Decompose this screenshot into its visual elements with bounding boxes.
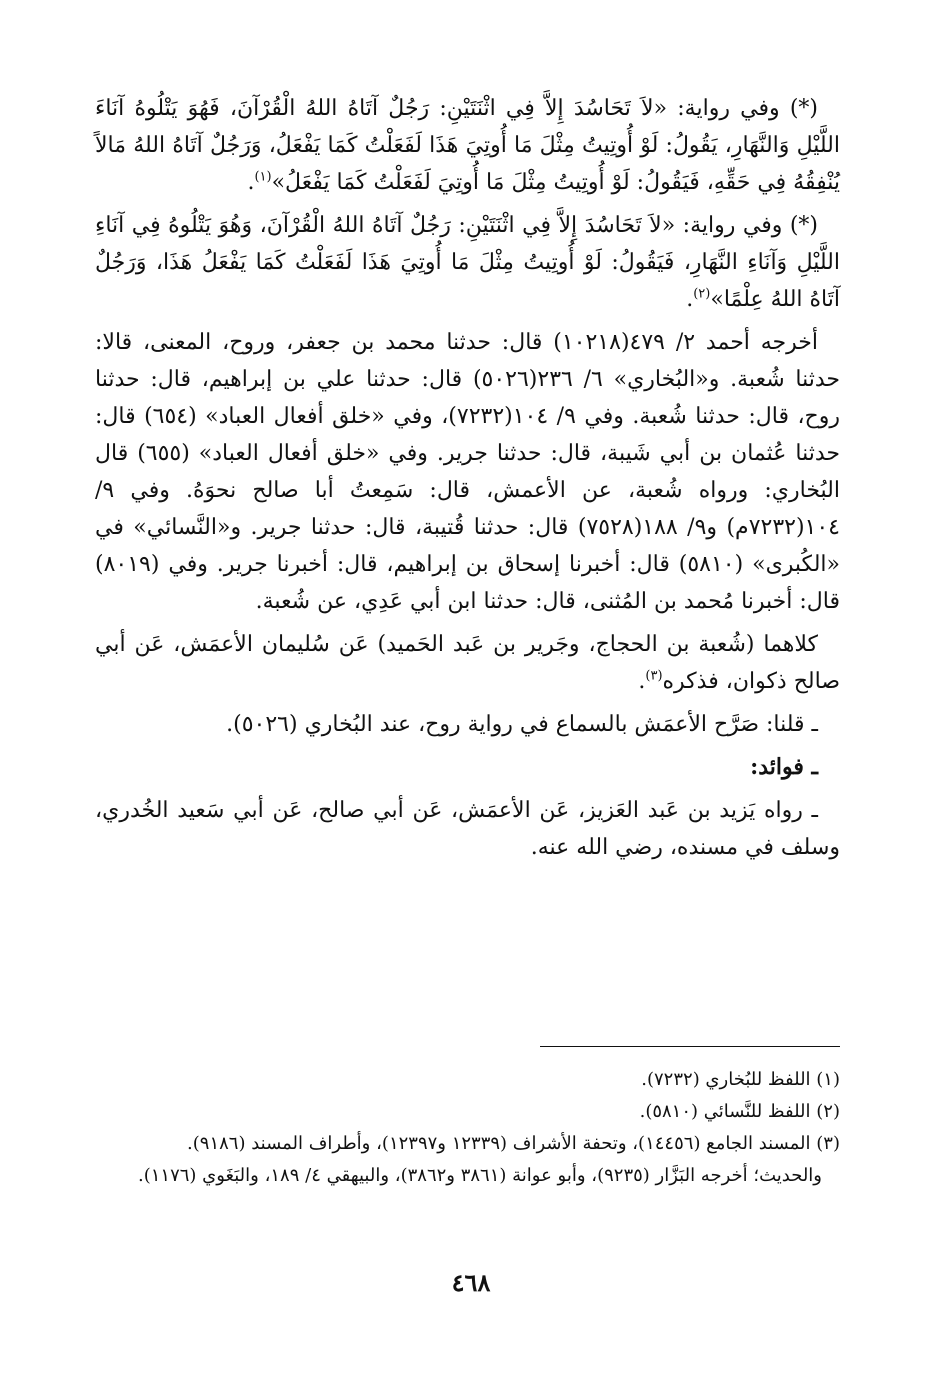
footnote-ref-1[interactable]: (١): [254, 169, 272, 185]
page-number: ٤٦٨: [451, 1268, 491, 1297]
benefits-paragraph: ـ رواه يَزيد بن عَبد العَزيز، عَن الأعمَش، عَن أبي صالح، عَن أبي سَعيد الخُدري، وسلف في مسنده، رضي الله عنه.: [95, 798, 840, 860]
page-body: [95, 90, 840, 872]
footnote-3-continued: والحديث؛ أخرجه البَزَّار (٩٢٣٥)، وأبو عوانة (٣٨٦١ و٣٨٦٢)، والبيهقي ٤/ ١٨٩، والبَغَوي (١١٧٦).: [138, 1165, 822, 1186]
benefits-heading: ـ فوائد:: [750, 754, 818, 780]
footnote-ref-3[interactable]: (٣): [645, 668, 663, 684]
hadith-narration-2: (*) وفي رواية: «لاَ تَحَاسُدَ إِلاَّ فِي اثْنَتَيْنِ: رَجُلٌ آتَاهُ اللهُ الْقُرْآنَ، وَهُوَ يَتْلُوهُ فِي آنَاءِ اللَّيْلِ وَآنَاءِ النَّهَارِ، فَيَقُولُ: لَوْ أُوتِيتُ مِثْلَ مَا أُوتِيَ هَذَا لَفَعَلْتُ كَمَا يَفْعَلُ هَذَا، وَرَجُلٌ آتَاهُ اللهُ عِلْمًا»$^{(٢)}$.: [95, 213, 840, 312]
footnote-ref-2[interactable]: (٢): [693, 286, 711, 302]
main-text: [95, 90, 840, 866]
footnote-divider: [540, 1046, 840, 1047]
isnad-summary-text: كلاهما (شُعبة بن الحجاج، وجَرير بن عَبد الحَميد) عَن سُليمان الأعمَش، عَن أبي صالح ذكوان، فذكره: [95, 632, 840, 694]
footnote-1: (١) اللفظ للبُخاري (٧٢٣٢).: [641, 1069, 840, 1090]
hadith-narration-1-text: (*) وفي رواية: «لاَ تَحَاسُدَ إِلاَّ فِي اثْنَتَيْنِ: رَجُلٌ آتَاهُ اللهُ الْقُرْآنَ، فَهُوَ يَتْلُوهُ آنَاءَ اللَّيْلِ وَالنَّهَارِ، يَقُولُ: لَوْ أُوتِيتُ مِثْلَ مَا أُوتِيَ هَذَا لَفَعَلْتُ كَمَا يَفْعَلُ، وَرَجُلٌ آتَاهُ اللهُ مَالاً يُنْفِقُهُ فِي حَقِّهِ، فَيَقُولُ: لَوْ أُوتِيتُ مِثْلَ مَا أُوتِيَ لَفَعَلْتُ كَمَا يَفْعَلُ»: [95, 96, 840, 195]
isnad-summary: كلاهما (شُعبة بن الحجاج، وجَرير بن عَبد الحَميد) عَن سُليمان الأعمَش، عَن أبي صالح ذكوان، فذكره$^{(٣)}$.: [95, 632, 840, 694]
footnotes-section: [105, 1064, 840, 1192]
hadith-narration-2-text: (*) وفي رواية: «لاَ تَحَاسُدَ إِلاَّ فِي اثْنَتَيْنِ: رَجُلٌ آتَاهُ اللهُ الْقُرْآنَ، وَهُوَ يَتْلُوهُ فِي آنَاءِ اللَّيْلِ وَآنَاءِ النَّهَارِ، فَيَقُولُ: لَوْ أُوتِيتُ مِثْلَ مَا أُوتِيَ هَذَا لَفَعَلْتُ كَمَا يَفْعَلُ هَذَا، وَرَجُلٌ آتَاهُ اللهُ عِلْمًا»: [95, 213, 840, 312]
takhrij-paragraph: أخرجه أحمد ٢/ ٤٧٩(١٠٢١٨) قال: حدثنا محمد بن جعفر، وروح، المعنى، قالا: حدثنا شُعبة. و«البُخاري» ٦/ ٢٣٦(٥٠٢٦) قال: حدثنا علي بن إبراهيم، قال: حدثنا روح، قال: حدثنا شُعبة. وفي ٩/ ١٠٤(٧٢٣٢)، وفي «خلق أفعال العباد» (٦٥٤) قال: حدثنا عُثمان بن أبي شَيبة، قال: حدثنا جرير. وفي «خلق أفعال العباد» (٦٥٥) قال البُخاري: ورواه شُعبة، عن الأعمش، قال: سَمِعتُ أبا صالح نحوَهُ. وفي ٩/ ١٠٤(٧٢٣٢م) و٩/ ١٨٨(٧٥٢٨) قال: حدثنا قُتيبة، قال: حدثنا جرير. و«النَّسائي» في «الكُبرى» (٥٨١٠) قال: أخبرنا إسحاق بن إبراهيم، قال: أخبرنا جرير. وفي (٨٠١٩) قال: أخبرنا مُحمد بن المُثنى، قال: حدثنا ابن أبي عَدِي، عن شُعبة.: [95, 330, 841, 614]
hadith-narration-1: (*) وفي رواية: «لاَ تَحَاسُدَ إِلاَّ فِي اثْنَتَيْنِ: رَجُلٌ آتَاهُ اللهُ الْقُرْآنَ، فَهُوَ يَتْلُوهُ آنَاءَ اللَّيْلِ وَالنَّهَارِ، يَقُولُ: لَوْ أُوتِيتُ مِثْلَ مَا أُوتِيَ هَذَا لَفَعَلْتُ كَمَا يَفْعَلُ، وَرَجُلٌ آتَاهُ اللهُ مَالاً يُنْفِقُهُ فِي حَقِّهِ، فَيَقُولُ: لَوْ أُوتِيتُ مِثْلَ مَا أُوتِيَ لَفَعَلْتُ كَمَا يَفْعَلُ»$^{(١)}$.: [95, 96, 840, 195]
footnote-2: (٢) اللفظ للنَّسائي (٥٨١٠).: [639, 1101, 840, 1122]
note-paragraph: ـ قلنا: صَرَّح الأعمَش بالسماع في رواية روح، عند البُخاري (٥٠٢٦).: [226, 712, 818, 737]
footnote-3: (٣) المسند الجامع (١٤٤٥٦)، وتحفة الأشراف (١٢٣٣٩ و١٢٣٩٧)، وأطراف المسند (٩١٨٦).: [187, 1133, 840, 1154]
